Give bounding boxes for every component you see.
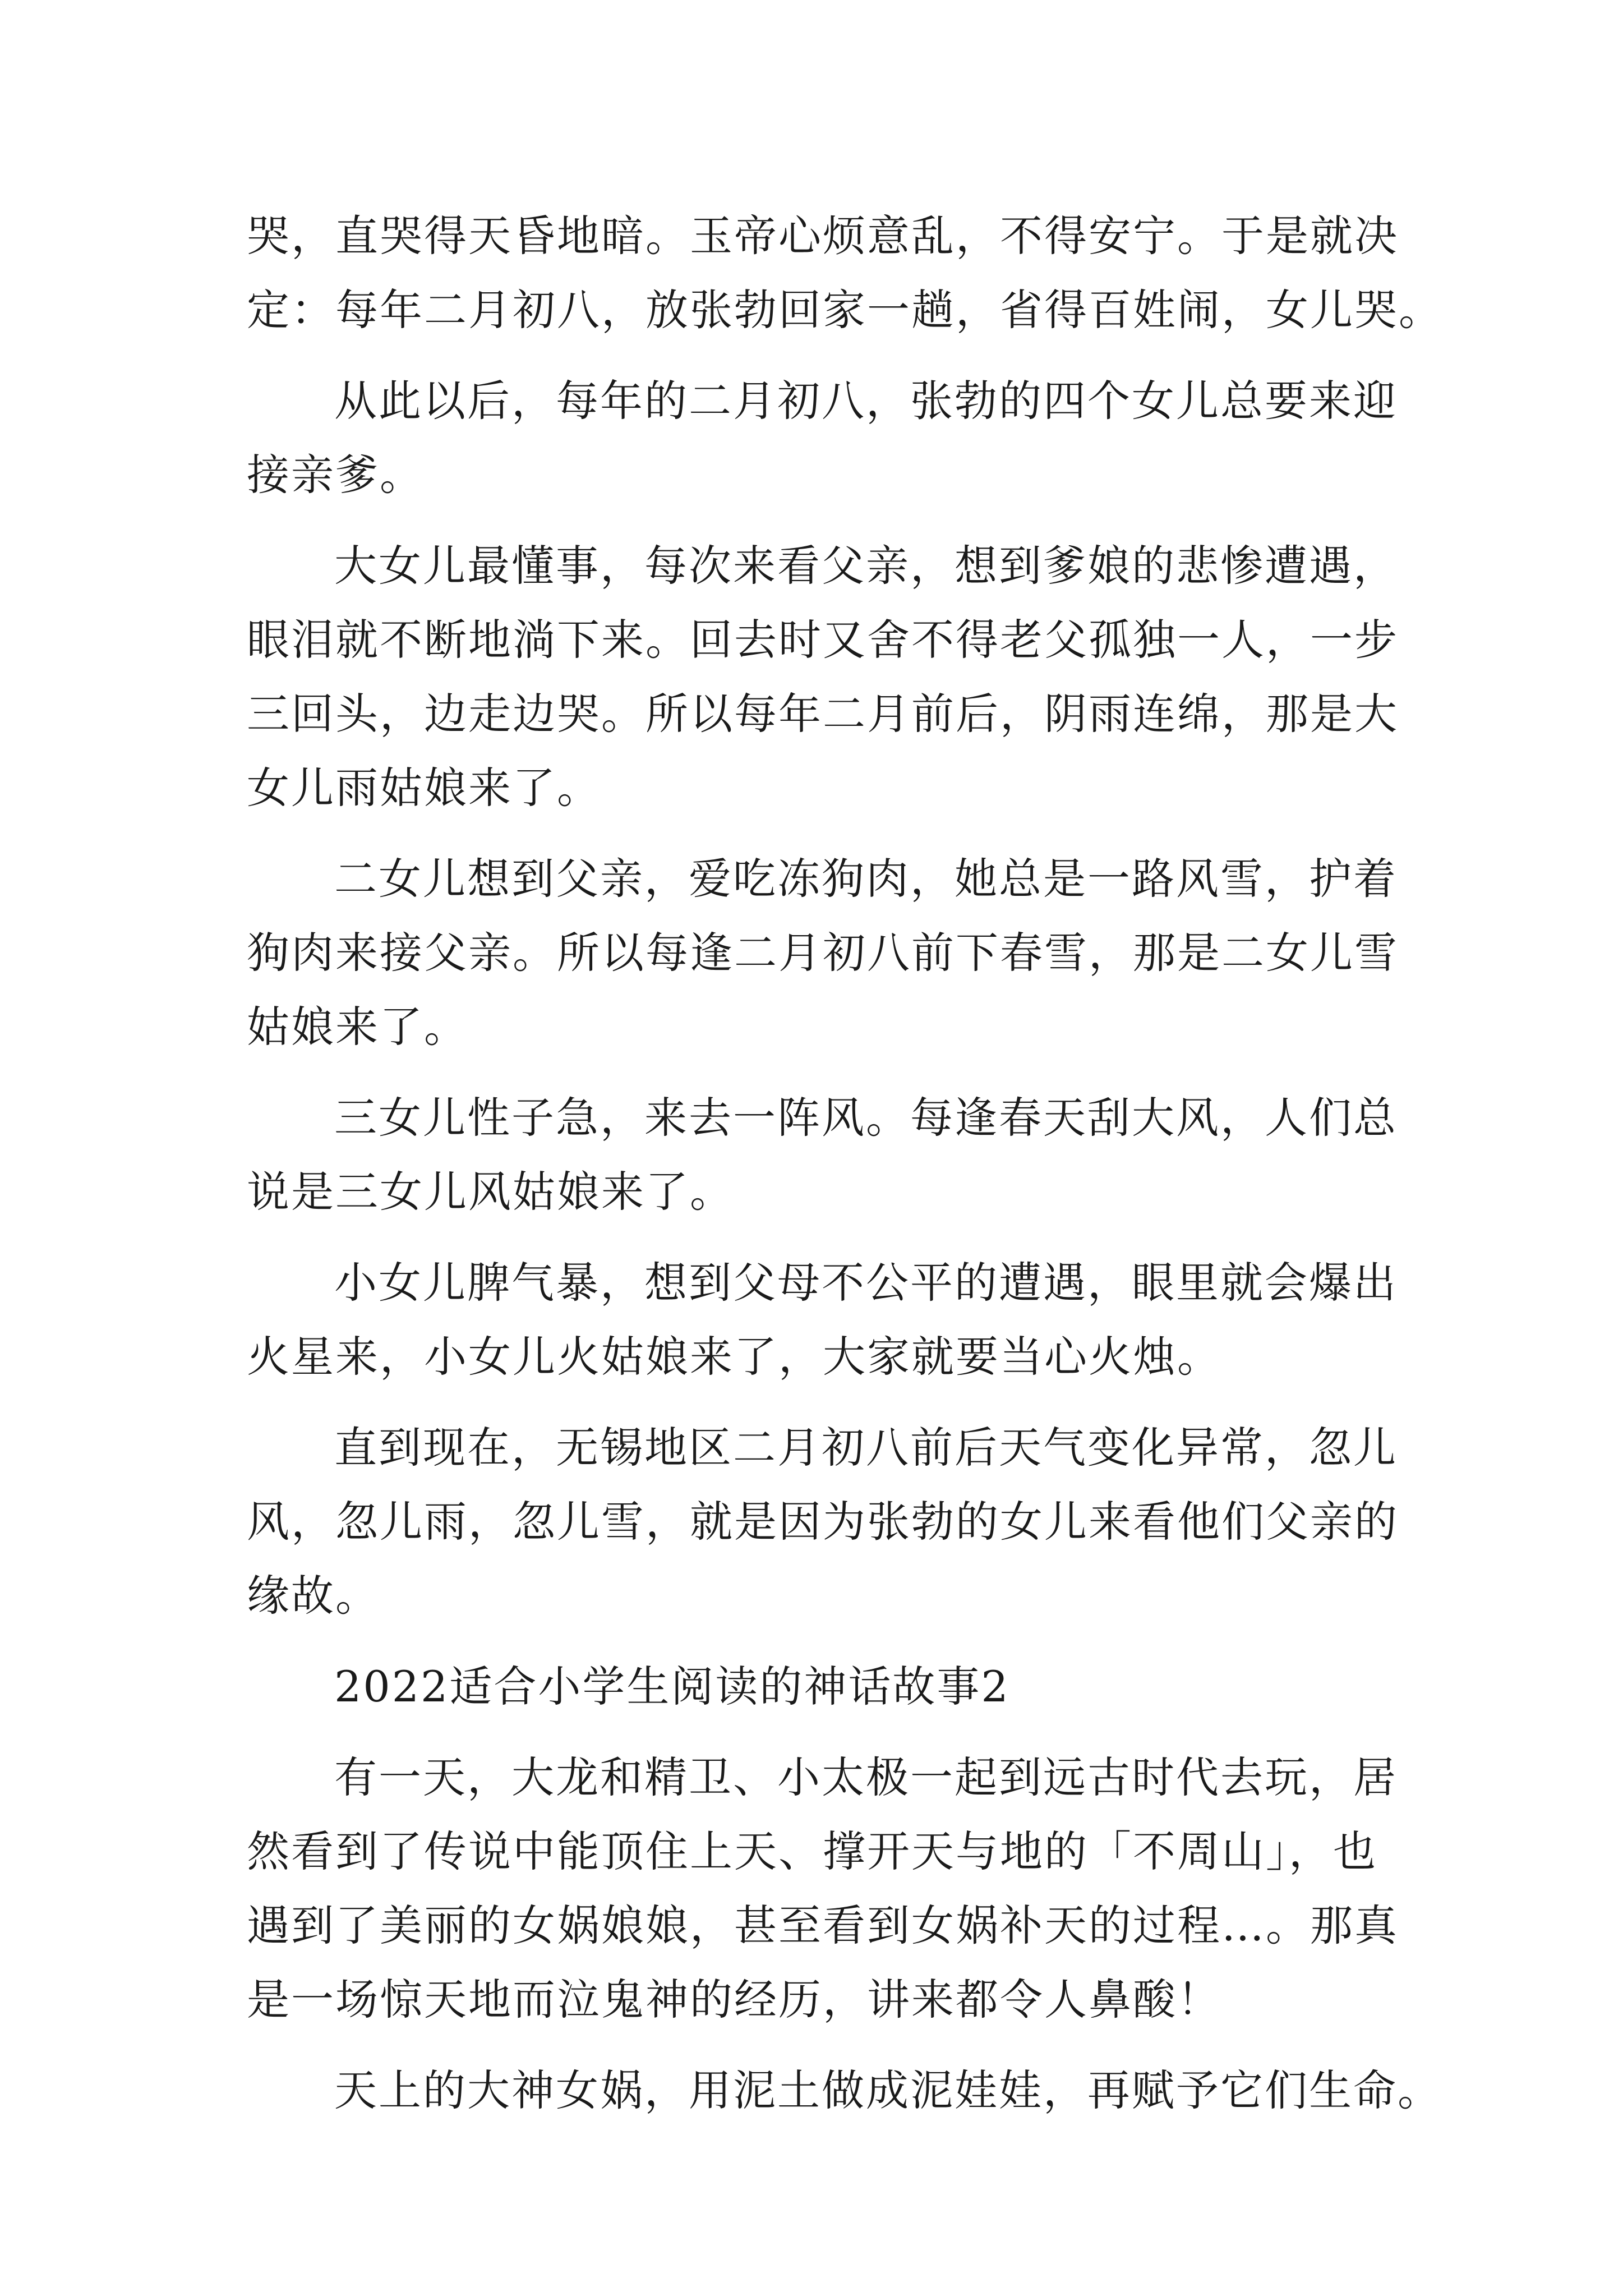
paragraph-start-line: 有一天，大龙和精卫、小太极一起到远古时代去玩，居 (334, 1752, 1398, 1802)
paragraph-start-line: 小女儿脾气暴，想到父母不公平的遭遇，眼里就会爆出 (334, 1258, 1398, 1308)
text-line: 三回头，边走边哭。所以每年二月前后，阴雨连绵，那是大 (247, 689, 1399, 739)
text-line: 哭，直哭得天昏地暗。玉帝心烦意乱，不得安宁。于是就决 (247, 211, 1399, 261)
text-line: 定：每年二月初八，放张勃回家一趟，省得百姓闹，女儿哭。 (247, 285, 1443, 335)
paragraph-start-line: 从此以后，每年的二月初八，张勃的四个女儿总要来迎 (334, 376, 1398, 426)
text-line: 接亲爹。 (247, 450, 424, 500)
text-line: 风，忽儿雨，忽儿雪，就是因为张勃的女儿来看他们父亲的 (247, 1497, 1399, 1547)
text-line: 是一场惊天地而泣鬼神的经历，讲来都令人鼻酸！ (247, 1975, 1221, 2024)
paragraph-start-line: 直到现在，无锡地区二月初八前后天气变化异常，忽儿 (334, 1423, 1398, 1473)
text-line: 然看到了传说中能顶住上天、撑开天与地的「不周山」，也 (247, 1826, 1377, 1876)
text-line: 缘故。 (247, 1571, 380, 1621)
text-line: 姑娘来了。 (247, 1002, 468, 1052)
text-line: 眼泪就不断地淌下来。回去时又舍不得老父孤独一人，一步 (247, 615, 1399, 665)
text-line: 火星来，小女儿火姑娘来了，大家就要当心火烛。 (247, 1332, 1221, 1382)
story-text (247, 199, 1443, 2128)
text-line: 遇到了美丽的女娲娘娘，甚至看到女娲补天的过程…。那真 (247, 1901, 1399, 1950)
section-heading: 2022适合小学生阅读的神话故事2 (334, 1662, 1010, 1711)
text-line: 女儿雨姑娘来了。 (247, 763, 601, 813)
paragraph-start-line: 大女儿最懂事，每次来看父亲，想到爹娘的悲惨遭遇， (334, 541, 1398, 591)
paragraph-start-line: 三女儿性子急，来去一阵风。每逢春天刮大风，人们总 (334, 1093, 1398, 1143)
paragraph-start-line: 天上的大神女娲，用泥土做成泥娃娃，再赋予它们生命。 (334, 2065, 1442, 2115)
text-line: 说是三女儿风姑娘来了。 (247, 1167, 734, 1217)
paragraph-start-line: 二女儿想到父亲，爱吃冻狗肉，她总是一路风雪，护着 (334, 854, 1398, 904)
text-line: 狗肉来接父亲。所以每逢二月初八前下春雪，那是二女儿雪 (247, 928, 1399, 978)
